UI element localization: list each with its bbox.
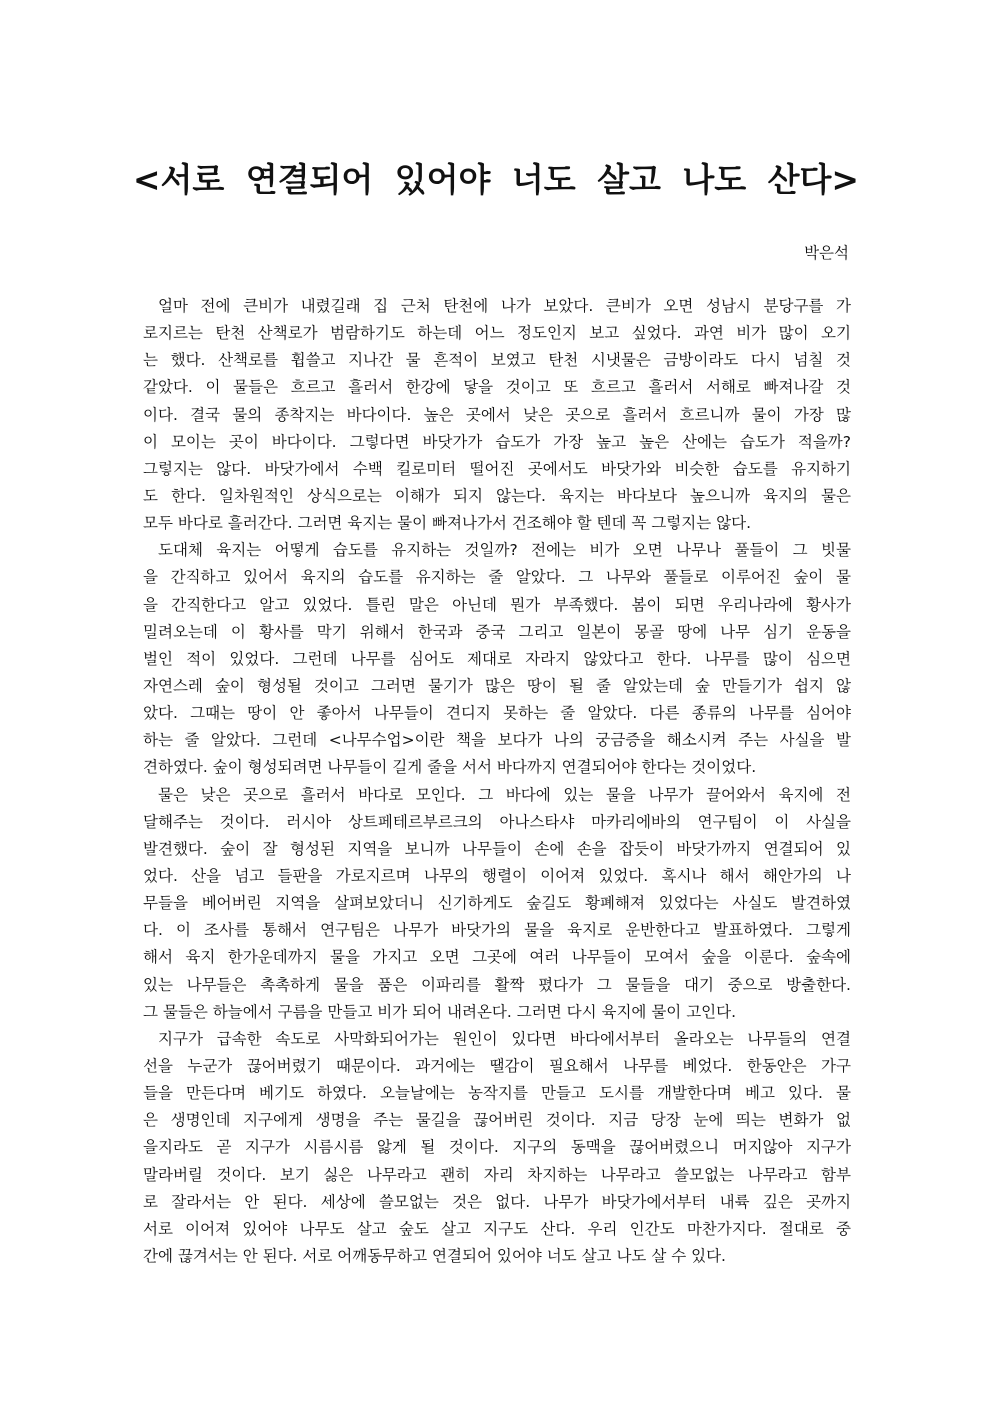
text-line: 그 물들은 하늘에서 구름을 만들고 비가 되어 내려온다. 그러면 다시 육지에 물이 고인다. [143, 1002, 737, 1021]
text-line: 자연스레 숲이 형성될 것이고 그러면 물기가 많은 땅이 될 줄 알았는데 숲 만들기가 쉽지 않 [143, 676, 851, 695]
text-line: 들을 만든다며 베기도 하였다. 오늘날에는 농작지를 만들고 도시를 개발한다며 베고 있다. 물 [143, 1084, 851, 1103]
text-line: 다. 이 조사를 통해서 연구팀은 나무가 바닷가의 물을 육지로 운반한다고 발표하였다. 그렇게 [143, 921, 851, 940]
text-line: 로지르는 탄천 산책로가 범람하기도 하는데 어느 정도인지 보고 싶었다. 과연 비가 많이 오기 [143, 324, 851, 343]
text-line: 모두 바다로 흘러간다. 그러면 육지는 물이 빠져나가서 건조해야 할 텐데 꼭 그렇지는 않다. [143, 514, 752, 533]
text-line: 는 했다. 산책로를 휩쓸고 지나간 물 흔적이 보였고 탄천 시냇물은 금방이라도 다시 넘칠 것 [143, 351, 851, 370]
document-body [143, 293, 851, 1270]
text-line: 을 간직하고 있어서 육지의 습도를 유지하는 줄 알았다. 그 나무와 풀들로 이루어진 숲이 물 [143, 568, 851, 587]
text-line: 았다. 그때는 땅이 안 좋아서 나무들이 견디지 못하는 줄 알았다. 다른 종류의 나무를 심어야 [143, 704, 851, 723]
text-line: 있는 나무들은 촉촉하게 물을 품은 이파리를 활짝 폈다가 그 물들을 대기 중으로 방출한다. [143, 975, 851, 994]
text-line: 도 한다. 일차원적인 상식으로는 이해가 되지 않는다. 육지는 바다보다 높으니까 육지의 물은 [143, 486, 851, 505]
text-line: 벌인 적이 있었다. 그런데 나무를 심어도 제대로 자라지 않았다고 한다. 나무를 많이 심으면 [143, 649, 851, 668]
text-line: 선을 누군가 끊어버렸기 때문이다. 과거에는 땔감이 필요해서 나무를 베었다. 한동안은 가구 [143, 1056, 851, 1075]
text-line: 말라버릴 것이다. 보기 싫은 나무라고 괜히 자리 차지하는 나무라고 쓸모없는 나무라고 함부 [143, 1165, 851, 1184]
paragraph-4 [143, 1026, 851, 1270]
text-line: 해서 육지 한가운데까지 물을 가지고 오면 그곳에 여러 나무들이 모여서 숲을 이룬다. 숲속에 [143, 948, 851, 967]
text-line: 밀려오는데 이 황사를 막기 위해서 한국과 중국 그리고 일본이 몽골 땅에 나무 심기 운동을 [143, 622, 851, 641]
text-line: 이 모이는 곳이 바다이다. 그렇다면 바닷가가 습도가 가장 높고 높은 산에는 습도가 적을까? [143, 432, 851, 451]
text-line: 무들을 베어버린 지역을 살펴보았더니 신기하게도 숲길도 황폐해져 있었다는 사실도 발견하였 [143, 894, 851, 913]
text-line: 로 잘라서는 안 된다. 세상에 쓸모없는 것은 없다. 나무가 바닷가에서부터 내륙 깊은 곳까지 [143, 1192, 851, 1211]
paragraph-2 [143, 537, 851, 781]
text-line: 얼마 전에 큰비가 내렸길래 집 근처 탄천에 나가 보았다. 큰비가 오면 성남시 분당구를 가 [158, 297, 851, 315]
text-line: 을지라도 곧 지구가 시름시름 앓게 될 것이다. 지구의 동맥을 끊어버렸으니 머지않아 지구가 [143, 1138, 851, 1157]
text-line: 발견했다. 숲이 잘 형성된 지역을 보니까 나무들이 손에 손을 잡듯이 바닷가까지 연결되어 있 [143, 839, 851, 858]
text-line: 같았다. 이 물들은 흐르고 흘러서 한강에 닿을 것이고 또 흐르고 흘러서 서해로 빠져나갈 것 [143, 378, 851, 397]
text-line: 이다. 결국 물의 종착지는 바다이다. 높은 곳에서 낮은 곳으로 흘러서 흐르니까 물이 가장 많 [143, 405, 851, 424]
text-line: 간에 끊겨서는 안 된다. 서로 어깨동무하고 연결되어 있어야 너도 살고 나도 살 수 있다. [143, 1246, 726, 1265]
text-line: 었다. 산을 넘고 들판을 가로지르며 나무의 행렬이 이어져 있었다. 혹시나 해서 해안가의 나 [143, 866, 851, 885]
text-line: 도대체 육지는 어떻게 습도를 유지하는 것일까? 전에는 비가 오면 나무나 풀들이 그 빗물 [158, 541, 851, 560]
author-name: 박은석 [804, 244, 849, 262]
text-line: 을 간직한다고 알고 있었다. 틀린 말은 아닌데 뭔가 부족했다. 봄이 되면 우리나라에 황사가 [143, 595, 851, 614]
text-line: 은 생명인데 지구에게 생명을 주는 물길을 끊어버린 것이다. 지금 당장 눈에 띄는 변화가 없 [143, 1111, 851, 1130]
paragraph-1 [143, 293, 851, 537]
text-line: 지구가 급속한 속도로 사막화되어가는 원인이 있다면 바다에서부터 올라오는 나무들의 연결 [158, 1029, 851, 1048]
paragraph-3 [143, 782, 851, 1026]
text-line: 견하였다. 숲이 형성되려면 나무들이 길게 줄을 서서 바다까지 연결되어야 한다는 것이었다. [143, 758, 757, 777]
text-line: 하는 줄 알았다. 그런데 <나무수업>이란 책을 보다가 나의 궁금증을 해소시켜 주는 사실을 발 [143, 731, 851, 750]
text-line: 달해주는 것이다. 러시아 상트페테르부르크의 아나스타샤 마카리에바의 연구팀이 이 사실을 [143, 812, 851, 831]
text-line: 물은 낮은 곳으로 흘러서 바다로 모인다. 그 바다에 있는 물을 나무가 끌어와서 육지에 전 [158, 785, 851, 804]
text-line: 그렇지는 않다. 바닷가에서 수백 킬로미터 떨어진 곳에서도 바닷가와 비슷한 습도를 유지하기 [143, 459, 851, 478]
text-line: 서로 이어져 있어야 나무도 살고 숲도 살고 지구도 산다. 우리 인간도 마찬가지다. 절대로 중 [143, 1219, 851, 1238]
document-title: <서로 연결되어 있어야 너도 살고 나도 산다> [132, 160, 860, 199]
